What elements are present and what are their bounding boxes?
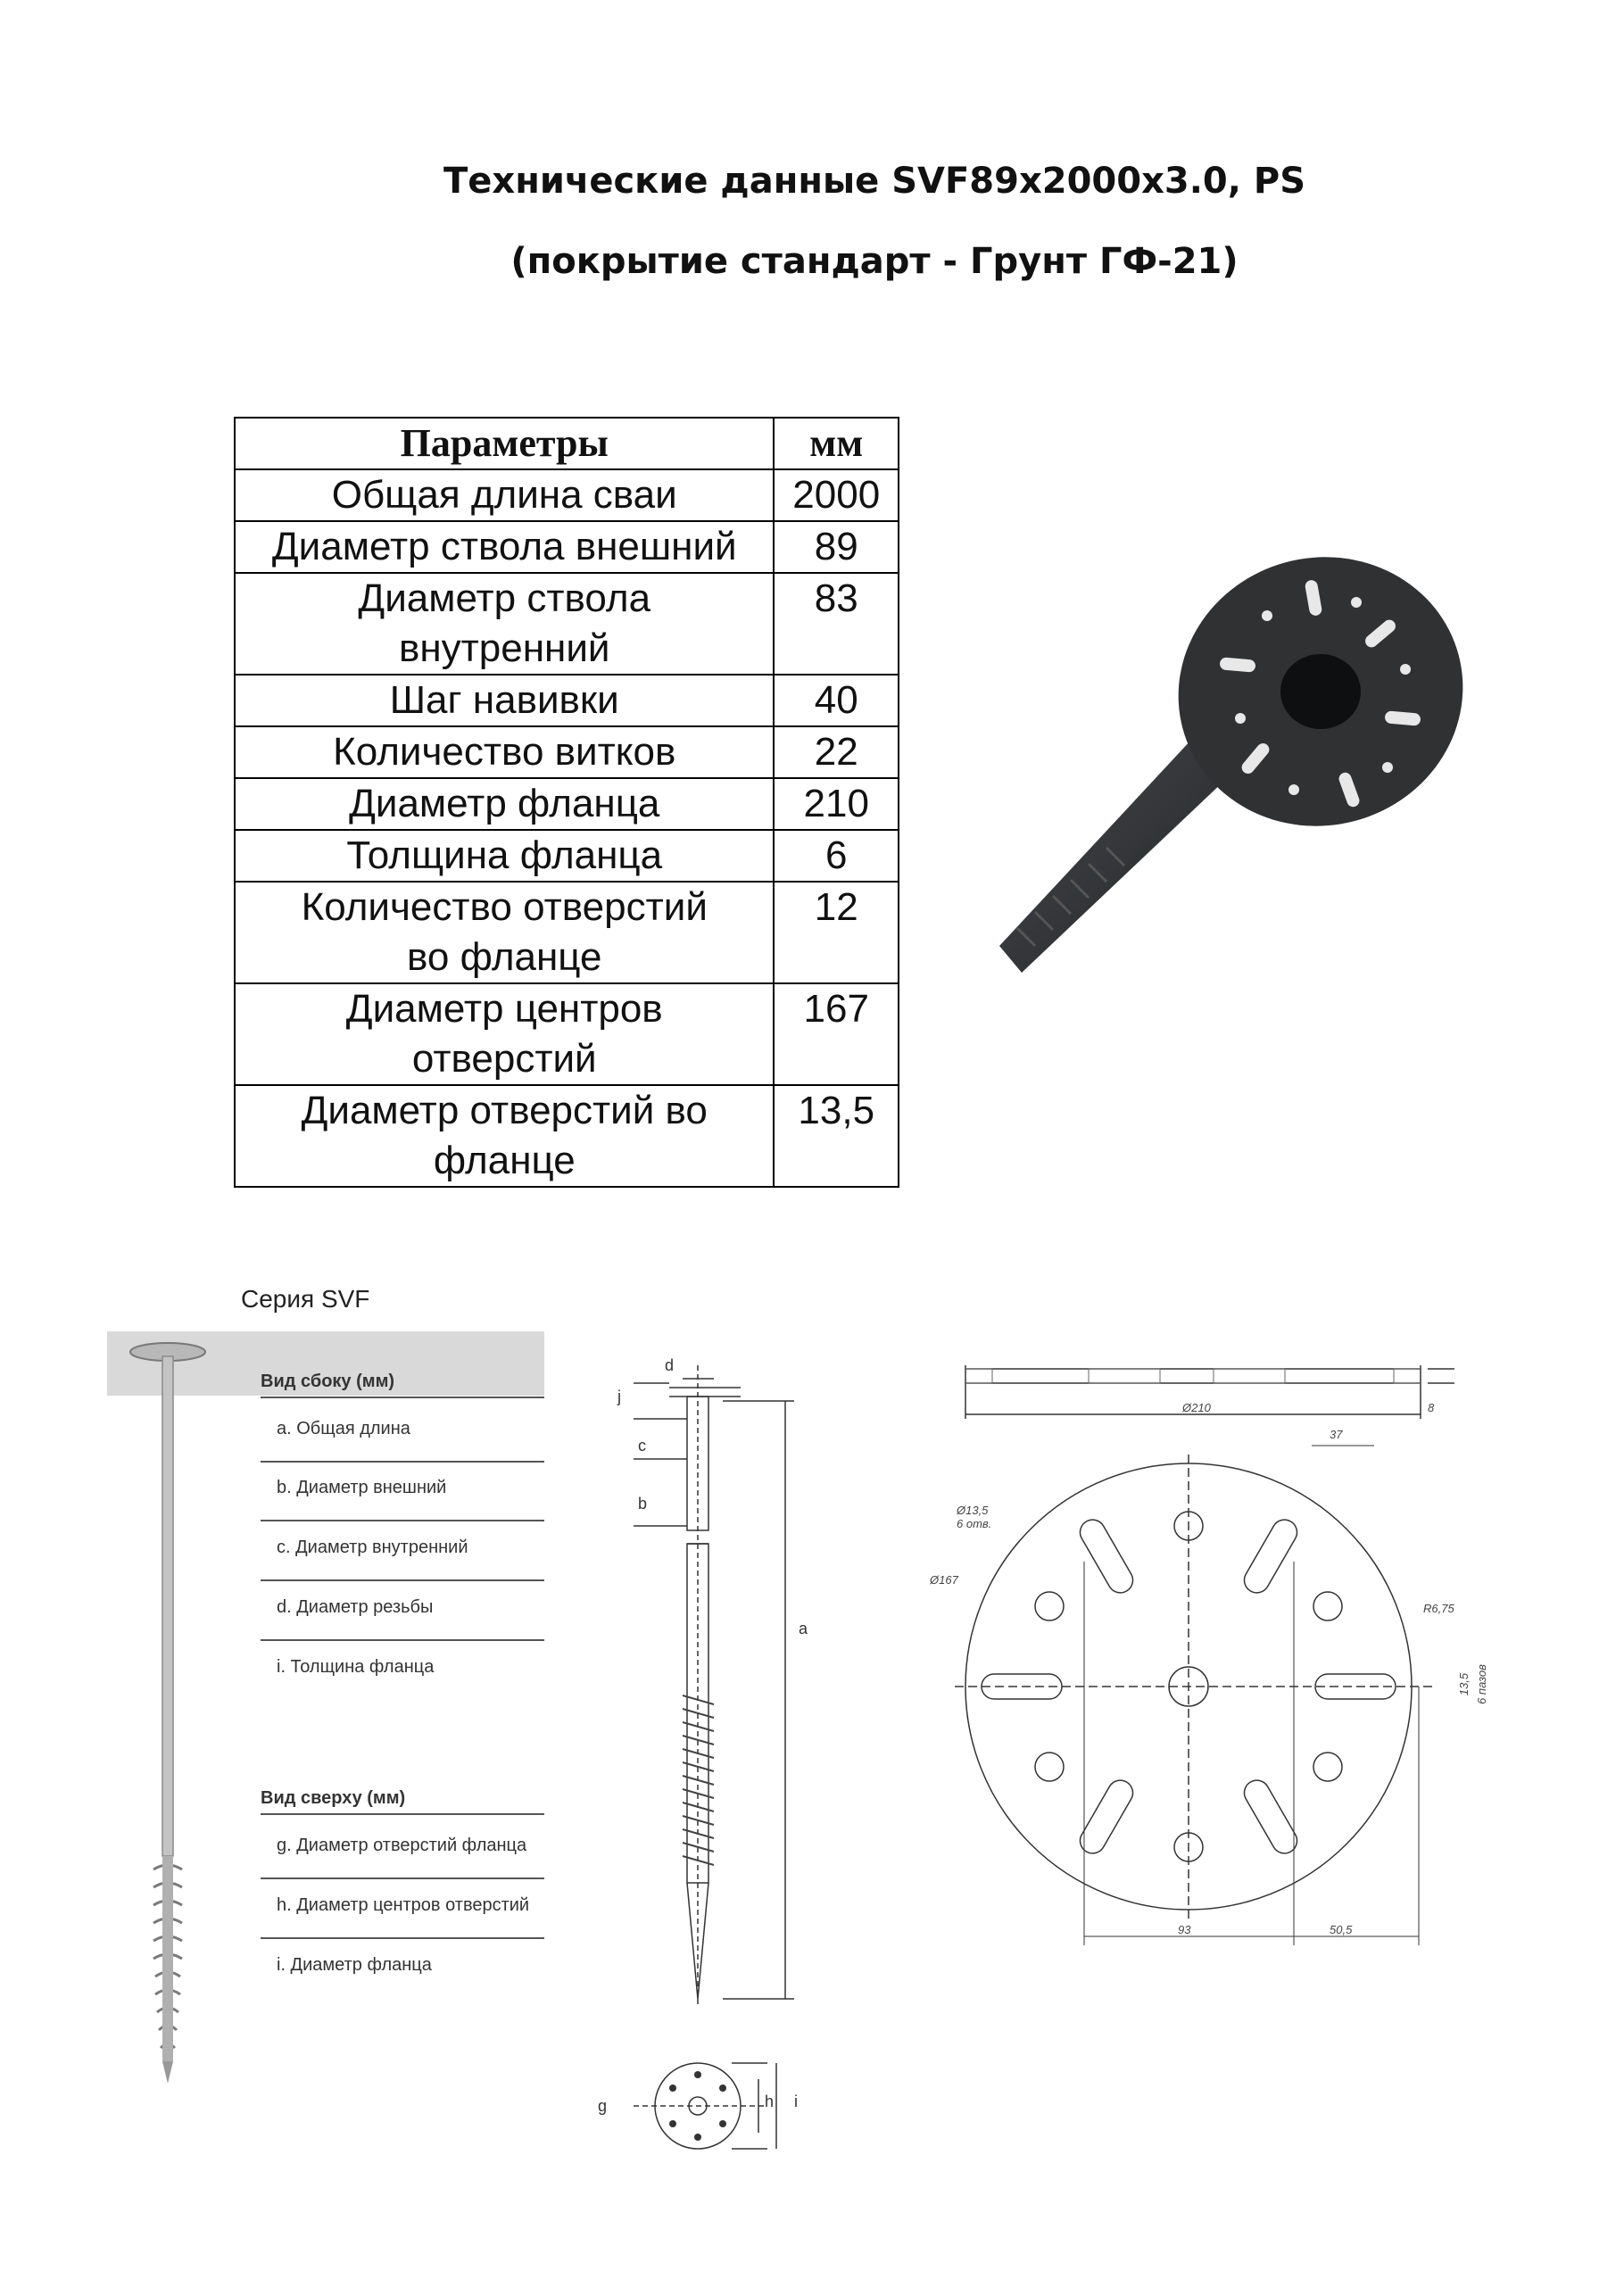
param-value: 13,5 <box>774 1085 899 1187</box>
param-name: Диаметр фланца <box>235 778 774 830</box>
dim-label-b: b <box>638 1495 648 1513</box>
dim-hole-diameter: Ø13,5 <box>957 1504 989 1517</box>
dim-label-j: j <box>617 1388 621 1405</box>
flange-drawing <box>955 1339 1490 1963</box>
param-name: Диаметр отверстий во фланце <box>235 1085 774 1187</box>
dim-label-h: h <box>765 2093 775 2110</box>
top-item-h: h. Диаметр центров отверстий <box>277 1895 530 1915</box>
param-name: Диаметр ствола внутренний <box>235 573 774 675</box>
table-row <box>235 675 899 726</box>
param-value: 83 <box>774 573 899 675</box>
param-value: 40 <box>774 675 899 726</box>
param-value: 167 <box>774 983 899 1085</box>
param-name: Количество отверстий во фланце <box>235 882 774 983</box>
dim-r675: R6,75 <box>1423 1602 1454 1615</box>
divider <box>261 1461 544 1463</box>
divider <box>261 1877 544 1879</box>
table-row <box>235 521 899 573</box>
table-header-row <box>235 418 899 469</box>
side-item-a: a. Общая длина <box>277 1419 410 1438</box>
param-name: Общая длина сваи <box>235 469 774 521</box>
series-title: Серия SVF <box>241 1285 370 1313</box>
page-subtitle: (покрытие стандарт - Грунт ГФ-21) <box>510 241 1239 282</box>
dim-thickness: 8 <box>1428 1401 1435 1414</box>
divider <box>261 1937 544 1939</box>
param-value: 89 <box>774 521 899 573</box>
table-row <box>235 469 899 521</box>
dim-93: 93 <box>1178 1923 1191 1936</box>
side-item-c: c. Диаметр внутренний <box>277 1538 468 1557</box>
page-title: Технические данные SVF89x2000x3.0, PS <box>443 161 1305 202</box>
param-name: Количество витков <box>235 726 774 778</box>
parameters-table <box>234 417 899 1188</box>
dim-holes-count: 6 отв. <box>957 1517 992 1530</box>
dim-slot-width: 13,5 <box>1457 1672 1471 1696</box>
dim-label-a: a <box>799 1620 808 1637</box>
param-value: 6 <box>774 830 899 882</box>
param-value: 2000 <box>774 469 899 521</box>
side-item-b: b. Диаметр внешний <box>277 1478 447 1497</box>
dim-slots-count: 6 пазов <box>1474 1664 1488 1704</box>
pile-photo-illustration <box>982 553 1481 982</box>
param-name: Толщина фланца <box>235 830 774 882</box>
divider <box>261 1520 544 1521</box>
table-row <box>235 830 899 882</box>
dim-50-5: 50,5 <box>1330 1923 1353 1936</box>
dim-37: 37 <box>1330 1428 1343 1441</box>
dim-phi167: Ø167 <box>930 1573 958 1587</box>
dim-phi210: Ø210 <box>1182 1401 1211 1414</box>
param-value: 210 <box>774 778 899 830</box>
table-row <box>235 573 899 675</box>
param-value: 12 <box>774 882 899 983</box>
table-header-param: Параметры <box>235 418 774 469</box>
table-header-unit: мм <box>774 418 899 469</box>
side-item-d: d. Диаметр резьбы <box>277 1597 434 1617</box>
table-row <box>235 882 899 983</box>
divider <box>261 1639 544 1641</box>
table-row <box>235 778 899 830</box>
table-row <box>235 726 899 778</box>
table-row <box>235 1085 899 1187</box>
param-name: Диаметр ствола внешний <box>235 521 774 573</box>
side-view-drawing <box>598 1347 830 2168</box>
param-value: 22 <box>774 726 899 778</box>
side-item-i: i. Толщина фланца <box>277 1657 435 1677</box>
dim-label-d: d <box>665 1356 675 1374</box>
divider <box>261 1813 544 1815</box>
dim-label-c: c <box>638 1437 646 1455</box>
param-name: Шаг навивки <box>235 675 774 726</box>
galvanized-pile-illustration <box>125 1334 223 2093</box>
divider <box>261 1579 544 1581</box>
top-item-g: g. Диаметр отверстий фланца <box>277 1836 527 1855</box>
side-view-heading: Вид сбоку (мм) <box>261 1372 395 1391</box>
dim-label-g: g <box>598 2097 608 2115</box>
param-name: Диаметр центров отверстий <box>235 983 774 1085</box>
divider <box>261 1397 544 1398</box>
top-view-heading: Вид сверху (мм) <box>261 1788 406 1808</box>
top-item-i: i. Диаметр фланца <box>277 1955 432 1975</box>
table-row <box>235 983 899 1085</box>
dim-label-i: i <box>794 2093 798 2110</box>
